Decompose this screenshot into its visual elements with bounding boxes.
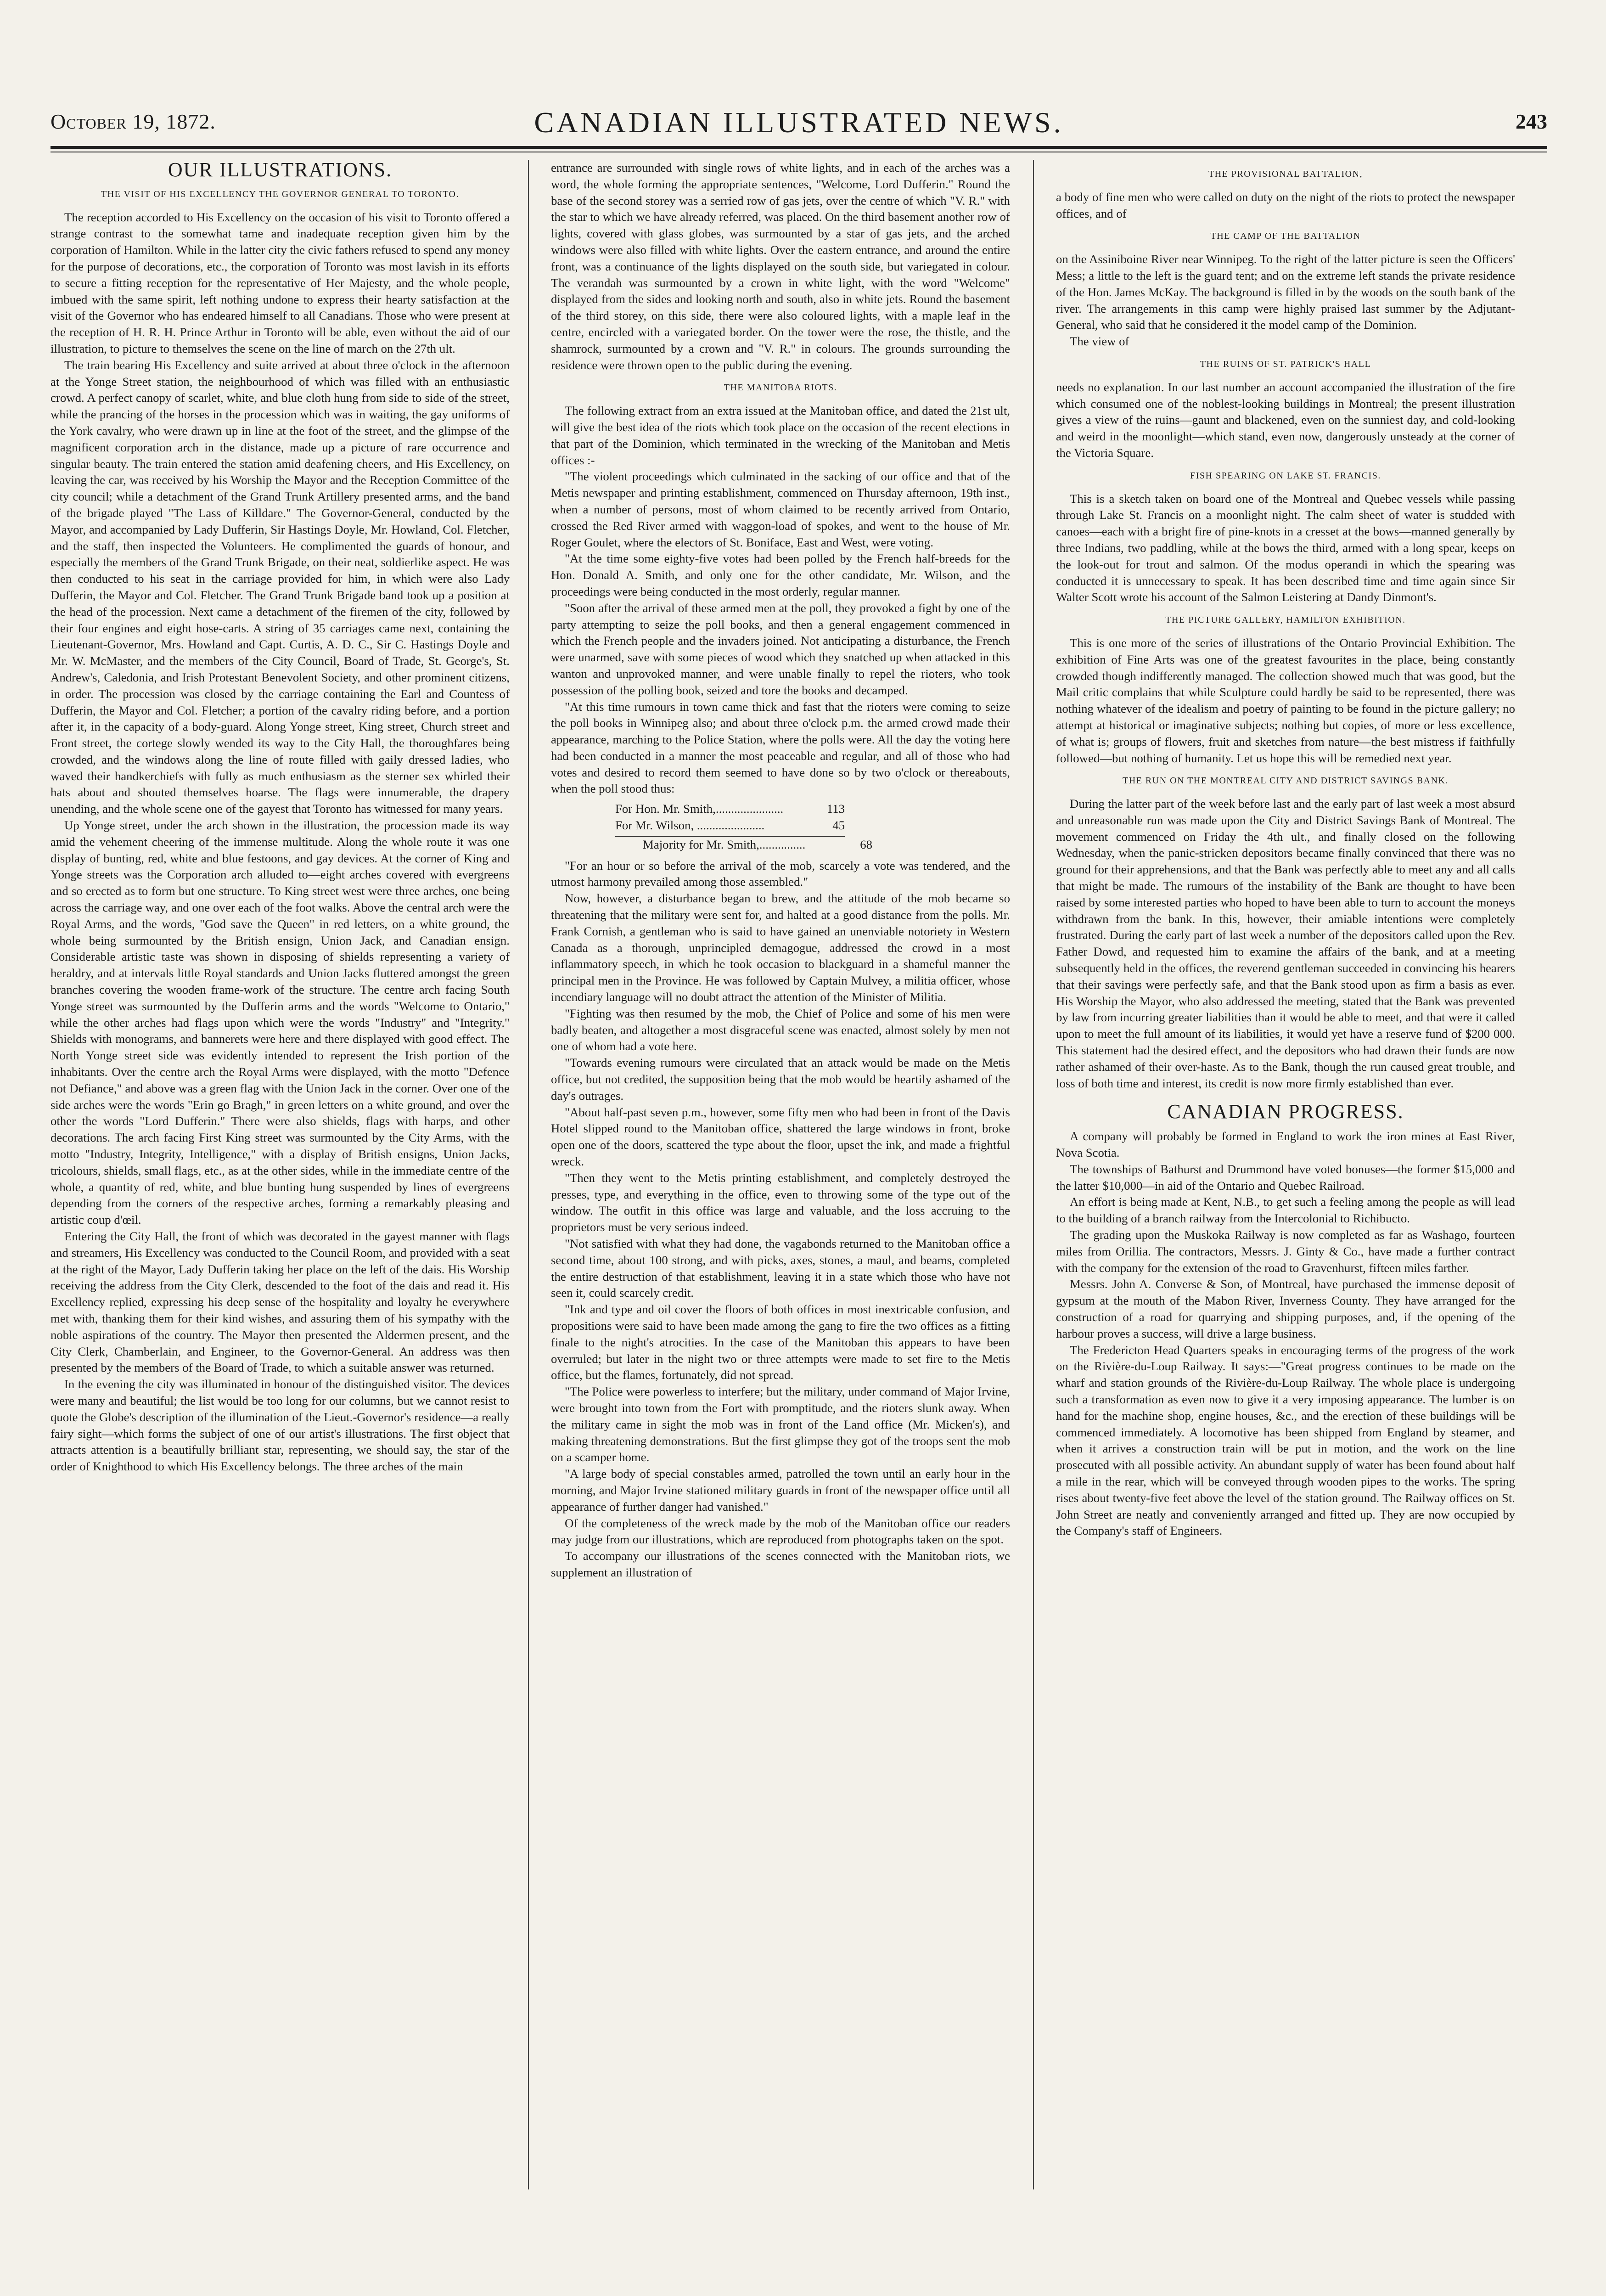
subheading-manitoba-riots: THE MANITOBA RIOTS. (724, 383, 837, 393)
paragraph: Of the completeness of the wreck made by the mob of the Manitoban office our readers may judge from our illustrations, which are reproduced from photographs taken on the spot. (551, 1516, 1010, 1547)
issue-date: October 19, 1872. (51, 110, 216, 133)
paragraph: "Then they went to the Metis printing establishment, and completely destroyed the presses, type, and everything in the office, even to throwing some of the type out of the window. The outfit in this office was large and valuable, and the loss accruing to the proprietors must be very serious indeed. (551, 1171, 1010, 1234)
paragraph: A company will probably be formed in England to work the iron mines at East River, Nova Scotia. (1056, 1129, 1515, 1160)
section-title-canadian-progress: CANADIAN PROGRESS. (1167, 1100, 1404, 1123)
subheading-st-patricks-hall: THE RUINS OF ST. PATRICK'S HALL (1200, 359, 1371, 369)
subheading-picture-gallery: THE PICTURE GALLERY, HAMILTON EXHIBITION. (1165, 615, 1406, 625)
vote-label: For Hon. Mr. Smith,...................... (615, 802, 784, 816)
majority-count: 68 (860, 837, 872, 851)
paragraph: The grading upon the Muskoka Railway is now completed as far as Washago, fourteen miles from Orillia. The contractors, Messrs. J. Ginty & Co., have made a further contract with the company for the extension of the road to Gravenhurst, fifteen miles farther. (1056, 1228, 1515, 1275)
paragraph: "About half-past seven p.m., however, some fifty men who had been in front of the Davis Hotel slipped round to the Manitoban office, shattered the large windows in front, broke open one of the doors, scattered the type about the floor, upset the ink, and made a frightful wreck. (551, 1105, 1010, 1169)
paragraph: In the evening the city was illuminated in honour of the distinguished visitor. The devices were many and beautiful; the list would be too long for our columns, but we cannot resist to quote the Globe's description of the illumination of the Lieut.-Governor's residence—a really fairy sight—which forms the subject of one of our artist's illustrations. The first object that attracts attention is a beautifully brilliant star, representing, we should say, the star of the order of Knighthood to which His Excellency belongs. The three arches of the main (51, 1377, 510, 1474)
section-title-our-illustrations: OUR ILLUSTRATIONS. (168, 160, 393, 181)
column-divider (1033, 160, 1034, 2189)
vote-count: 45 (832, 818, 845, 833)
paragraph: "Ink and type and oil cover the floors of both offices in most inextricable confusion, and propositions were said to have been made among the gang to fire the two offices as a fitting finale to the night's atrocities. In the case of the Manitoban this appears to have been overruled; but later in the night two or three attempts were made to set fire to the Metis office, but the flames, fortunately, did not spread. (551, 1302, 1010, 1382)
paragraph: To accompany our illustrations of the scenes connected with the Manitoban riots, we supplement an illustration of (551, 1549, 1010, 1579)
majority-label: Majority for Mr. Smith,............... (643, 837, 806, 851)
paragraph: "At this time rumours in town came thick and fast that the rioters were coming to seize the poll books in Winnipeg also; and about three o'clock p.m. the armed crowd made their appearance, marching to the Police Station, where the polls were. All the day the voting here had been conducted in a manner the most peaceable and regular, and all of those who had votes and desired to record them seemed to have done so by two o'clock or thereabouts, when the poll stood thus: (551, 699, 1010, 796)
paragraph: The townships of Bathurst and Drummond have voted bonuses—the former $15,000 and the latter $10,000—in aid of the Ontario and Quebec Railroad. (1056, 1162, 1515, 1193)
subheading-fish-spearing: FISH SPEARING ON LAKE ST. FRANCIS. (1190, 470, 1381, 481)
paragraph: "For an hour or so before the arrival of the mob, scarcely a vote was tendered, and the utmost harmony prevailed among those assembled." (551, 858, 1010, 889)
column-1 (51, 160, 510, 2272)
paragraph: During the latter part of the week before last and the early part of last week a most absurd and unreasonable run was made upon the City and District Savings Bank of Montreal. The movement commenced on Friday the 4th ult., and finally closed on the following Wednesday, when the panic-stricken depositors became finally convinced that there was no ground for their apprehensions, and that the Bank was perfectly able to meet any and all calls that might be made. The rumours of the instability of the Bank are thought to have been raised by some interested parties who hoped to have been able to turn to account the moneys withdrawn from the bank. In this, however, their amiable intentions were completely frustrated. During the early part of last week a number of the depositors called upon the Rev. Father Dowd, and requested him to examine the affairs of the bank, and at a meeting subsequently held in the offices, the reverend gentleman succeeded in convincing his hearers that their savings were perfectly safe, and that the Bank stood upon as firm a basis as ever. His Worship the Mayor, who also addressed the meeting, stated that the Bank was prevented by law from incurring greater liabilities than it would be able to meet, and that were it called upon to meet the full amount of its liabilities, it would yet have a reserve fund of $200 000. This statement had the desired effect, and the depositors who had drawn their funds are now rather ashamed of their over-haste. As to the Bank, though the run caused great trouble, and loss of both time and interest, its credit is now more firmly established than ever. (1056, 797, 1515, 1090)
poll-results (615, 801, 1010, 853)
page-number: 243 (1516, 110, 1547, 133)
paragraph: The following extract from an extra issued at the Manitoban office, and dated the 21st ult, will give the best idea of the riots which took place on the occasion of the recent elections in that part of the Dominion, which terminated in the wrecking of the Manitoban and Metis offices :- (551, 404, 1010, 467)
vote-label: For Mr. Wilson, ...................... (615, 818, 765, 833)
masthead-rule (51, 146, 1547, 149)
masthead (51, 106, 1547, 147)
subheading-provisional-battalion: THE PROVISIONAL BATTALION, (1208, 169, 1363, 179)
paragraph: The view of (1070, 334, 1129, 349)
subheading-governor-visit: THE VISIT OF HIS EXCELLENCY THE GOVERNOR GENERAL TO TORONTO. (101, 189, 459, 199)
paragraph: "The Police were powerless to interfere; but the military, under command of Major Irvine, were brought into town from the Fort with promptitude, and the rioters slunk away. When the military came in sight the mob was in front of the Land office (Mr. Micken's), and making threatening demonstrations. But the first glimpse they got of the troops sent the mob on a scamper home. (551, 1384, 1010, 1464)
paragraph: "Towards evening rumours were circulated that an attack would be made on the Metis office, but not credited, the supposition being that the mob would be heartily ashamed of the day's outrages. (551, 1056, 1010, 1103)
paragraph: needs no explanation. In our last number an account accompanied the illustration of the fire which consumed one of the noblest-looking buildings in Montreal; the present illustration gives a view of the ruins—gaunt and blackened, even on the sunniest day, and cold-looking and weird in the moonlight—which stand, even now, dangerously unsteady at the corner of the Victoria Square. (1056, 380, 1515, 460)
column-2 (551, 160, 1010, 2272)
paragraph: Messrs. John A. Converse & Son, of Montreal, have purchased the immense deposit of gypsum at the mouth of the Mabon River, Inverness County. They have arranged for the construction of a road for quarrying and shipping purposes, and, if the opening of the harbour proves a success, will drive a large business. (1056, 1277, 1515, 1340)
column-divider (528, 160, 529, 2189)
paragraph: This is a sketch taken on board one of the Montreal and Quebec vessels while passing through Lake St. Francis on a moonlight night. The calm sheet of water is studded with canoes—each with a bright fire of pine-knots in a cresset at the bows—manned generally by three Indians, two paddling, while at the bows the third, armed with a long spear, keeps on the look-out for trout and salmon. Of the modus operandi in which the spearing was conducted it is unnecessary to speak. It has been described time and time again since Sir Walter Scott wrote his account of the Salmon Leistering at Dandy Dinmont's. (1056, 491, 1515, 604)
paragraph: The reception accorded to His Excellency on the occasion of his visit to Toronto offered a strange contrast to the somewhat tame and inadequate reception given him by the corporation of Hamilton. While in the latter city the civic fathers refused to spend any money for the purpose of decorations, etc., the corporation of Toronto was most lavish in its efforts to secure a fitting reception for the representative of Her Majesty, and the whole people, imbued with the same spirit, left nothing undone to express their hearty satisfaction at the visit of the Governor who has endeared himself to all Canadians. Those who were present at the reception of H. R. H. Prince Arthur in Toronto will be able, even without the aid of our illustration, to picture to themselves the scene on the line of march on the 27th ult. (51, 210, 510, 355)
paragraph: This is one more of the series of illustrations of the Ontario Provincial Exhibition. The exhibition of Fine Arts was one of the greatest favourites in the place, being constantly crowded though indifferently managed. The collection showed much that was good, but the Mail critic complains that while Sculpture could hardly be said to be represented, there was nothing whatever of the idealism and poetry of painting to be found in the picture gallery; no attempt at historical or imaginative subjects; nothing but copies, of more or less excellence, of what is; groups of flowers, fruit and sketches from nature—the best mistress if faithfully followed—but nothing of humanity. Let us hope this will be remedied next year. (1056, 636, 1515, 765)
subheading-savings-bank-run: THE RUN ON THE MONTREAL CITY AND DISTRICT SAVINGS BANK. (1123, 776, 1449, 786)
column-3 (1056, 160, 1515, 2272)
paragraph: Now, however, a disturbance began to brew, and the attitude of the mob became so threatening that the military were sent for, and halted at a good distance from the polls. Mr. Frank Cornish, a gentleman who is said to have gained an unenviable notoriety in Western Canada as a thorough, unprincipled demagogue, addressed the crowd in a most inflammatory speech, in which he took occasion to blackguard in a shameful manner the principal men in the Province. He was followed by Captain Mulvey, a militia officer, whose incendiary language will no doubt attract the attention of the Minister of Militia. (551, 891, 1010, 1004)
paragraph: Entering the City Hall, the front of which was decorated in the gayest manner with flags and streamers, His Excellency was conducted to the Council Room, and provided with a seat at the right of the Mayor, Lady Dufferin taking her place on the left of the dais. His Worship receiving the address from the City Clerk, descended to the foot of the dais and read it. His Excellency replied, expressing his deep sense of the hospitality and loyalty he everywhere met with, thanking them for their kind wishes, and assuring them of his sympathy with the noble aspirations of the country. The Mayor then presented the Aldermen present, and the City Clerk, Chamberlain, and Engineer, to the Governor-General. An address was then presented by the members of the Board of Trade, to which a suitable answer was returned. (51, 1229, 510, 1375)
paragraph: entrance are surrounded with single rows of white lights, and in each of the arches was a word, the whole forming the appropriate sentences, "Welcome, Lord Dufferin." Round the base of the second storey was a serried row of gas jets, over the centre of which "V. R." with the star to which we have already referred, was placed. On the third basement another row of lights, covered with glass globes, was surmounted by a star of gas jets, and the arched windows were also filled with white lights. Over the eastern entrance, and around the entire front, was a continuance of the lights displayed on the south side, but variegated in colour. The verandah was surmounted by a crown in white light, with the word "Welcome" displayed from the sides and looking north and south, also in white jets. Round the basement of the third storey, on this side, there were also coloured lights, with a maple leaf in the centre, encircled with a variegated border. On the tower were the rose, the thistle, and the shamrock, surmounted by a crown and "V. R." in colours. The grounds surrounding the residence were thrown open to the public during the evening. (551, 161, 1010, 372)
paragraph: on the Assiniboine River near Winnipeg. To the right of the latter picture is seen the Officers' Mess; a little to the left is the guard tent; and on the extreme left stands the private residence of the Hon. James McKay. The background is filled in by the woods on the south bank of the river. The arrangements in this camp were highly praised last summer by the Adjutant-General, who said that he considered it the model camp of the Dominion. (1056, 252, 1515, 332)
paragraph: "Not satisfied with what they had done, the vagabonds returned to the Manitoban office a second time, about 100 strong, and with picks, axes, stones, a maul, and beams, completed the entire destruction of that establishment, leaving it in a state which those who have not seen it, could scarcely credit. (551, 1237, 1010, 1300)
paragraph: "Fighting was then resumed by the mob, the Chief of Police and some of his men were badly beaten, and altogether a most disgraceful scene was enacted, almost solely by men not one of whom had a vote here. (551, 1006, 1010, 1053)
paragraph: "A large body of special constables armed, patrolled the town until an early hour in the morning, and Major Irvine stationed military guards in front of the newspaper office until all appearance of further danger had vanished." (551, 1467, 1010, 1514)
vote-count: 113 (826, 802, 845, 816)
paragraph: Up Yonge street, under the arch shown in the illustration, the procession made its way amid the vehement cheering of the immense multitude. Along the whole route it was one display of bunting, red, white and blue festoons, and gay devices. At the corner of King and Yonge streets was the Corporation arch alluded to—eight arches covered with evergreens and so erected as to form but one structure. To King street west were three arches, one being across the carriage way, and one over each of the foot walks. Above the central arch were the Royal Arms, and the words, "God save the Queen" in red letters, on a white ground, the whole being surmounted by the British ensign, Union Jack, and Canadian ensign. Considerable artistic taste was shown in disposing of shields representing a variety of heraldry, and at intervals little Royal standards and Union Jacks fluttered amongst the green branches covering the wooden frame-work of the structure. The centre arch facing South Yonge street was surmounted by the Dufferin arms and the words "Welcome to Ontario," while the other arches had flags upon which were the words "Industry" and "Integrity." Shields with monograms, and bannerets were here and there displayed with good effect. The North Yonge street side was evidently intended to represent the Irish portion of the inhabitants. Over the centre arch the Royal Arms were displayed, with the motto "Defence not Defiance," and above was a green flag with the Union Jack in the corner. Over one of the side arches were the words "Erin go Bragh," in green letters on a white ground, and over the other the words "Lord Dufferin." There were also shields, flags with harps, and other decorations. The arch facing First King street was surmounted by the City Arms, with the motto "Industry, Integrity, Intelligence," with a display of British ensigns, Union Jacks, tricolours, shields, small flags, etc., as at the other sides, while in the immediate centre of the whole, a quantity of red, white, and blue bunting hung suspended by lines of evergreens depending from the corners of the respective arches, forming a remarkably pleasing and artistic coup d'œil. (51, 818, 510, 1227)
subheading-battalion-camp: THE CAMP OF THE BATTALION (1210, 231, 1361, 242)
paragraph: The Fredericton Head Quarters speaks in encouraging terms of the progress of the work on the Rivière-du-Loup Railway. It says:—"Great progress continues to be made on the wharf and station grounds of the Rivière-du-Loup Railway. The whole place is undergoing such a transformation as even now to give it a very imposing appearance. The lumber is on hand for the machine shop, engine houses, &c., and the erection of these buildings will be commenced immediately. A locomotive has been shipped from England by steamer, and when it arrives a construction train will be put in motion, and the work on the line prosecuted with all possible activity. An abundant supply of water has been found about half a mile in the rear, which will be conveyed through wooden pipes to the works. The spring rises about twenty-five feet above the level of the station ground. The Railway offices on St. John Street are neatly and conveniently arranged and fitted up. They are now occupied by the Company's staff of Engineers. (1056, 1343, 1515, 1538)
newspaper-title: CANADIAN ILLUSTRATED NEWS. (534, 106, 1064, 139)
paragraph: "Soon after the arrival of these armed men at the poll, they provoked a fight by one of the party attempting to seize the poll books, and then a general engagement commenced in which the French people and the invaders joined. Not anticipating a disturbance, the French were unarmed, save with some pieces of wood which they snatched up when attacked in this wanton and unprovoked manner, and were unable finally to repel the rioters, who took possession of the polling book, seized and tore the books and decamped. (551, 601, 1010, 697)
paragraph: The train bearing His Excellency and suite arrived at about three o'clock in the afternoon at the Yonge Street station, the neighbourhood of which was filled with an enthusiastic crowd. A perfect canopy of scarlet, white, and blue cloth hung from side to side of the street, while the prancing of the horses in the procession which was in waiting, the gay uniforms of the York cavalry, who were drawn up in line at the foot of the street, and the glimpse of the magnificent corporation arch in the distance, made up a picture of rare occurrence and singular beauty. The train entered the station amid deafening cheers, and His Excellency, on leaving the car, was received by his Worship the Mayor and the Reception Committee of the city council; while a detachment of the Grand Trunk Artillery presented arms, and the band of the brigade played "The Lass of Killdare." The Governor-General, conducted by the Mayor, and accompanied by Lady Dufferin, Sir Hastings Doyle, Mr. Howland, Col. Fletcher, and the staff, then inspected the Volunteers. He complimented the guards of honour, and especially the members of the Grand Trunk Brigade, on their neat, soldierlike aspect. He was then conducted to his seat in the carriage provided for him, in which were also Lady Dufferin, the Mayor and Col. Fletcher. The Grand Trunk Brigade band took up a position at the head of the procession. Next came a detachment of the firemen of the city, followed by their four engines and eight hose-carts. A string of 35 carriages came next, containing the Lieutenant-Governor, Mrs. Howland and Capt. Curtis, A. D. C., Sir C. Hastings Doyle and Mr. W. McMaster, and the members of the City Council, Board of Trade, St. George's, St. Andrew's, Caledonia, and Irish Protestant Benevolent Society, and other prominent citizens, in order. The procession was closed by the carriage containing the Earl and Countess of Dufferin, the Mayor and Col. Fletcher; a portion of the cavalry riding before, and a portion after it, in the capacity of a body-guard. Along Yonge street, King street, Church street and Front street, the cortege slowly wended its way to the City Hall, the thoroughfares being crowded, and the windows along the line of route filled with gaily dressed ladies, who waved their handkerchiefs with fully as much enthusiasm as the sterner sex whirled their hats about and shouted themselves hoarse. The flags were innumerable, the drapery unending, and the whole scene one of the gayest that Toronto has witnessed for many years. (51, 358, 510, 816)
paragraph: An effort is being made at Kent, N.B., to get such a feeling among the people as will lead to the building of a branch railway from the Intercolonial to Richibucto. (1056, 1195, 1515, 1226)
paragraph: "At the time some eighty-five votes had been polled by the French half-breeds for the Hon. Donald A. Smith, and only one for the other candidate, Mr. Wilson, and the proceedings were being conducted in the most orderly, regular manner. (551, 551, 1010, 598)
paragraph: a body of fine men who were called on duty on the night of the riots to protect the newspaper offices, and of (1056, 190, 1515, 220)
paragraph: "The violent proceedings which culminated in the sacking of our office and that of the Metis newspaper and printing establishment, commenced on Thursday afternoon, 19th inst., when a number of persons, most of whom claimed to be recently arrived from Ontario, crossed the Red River armed with waggon-load of spokes, and went to the house of Mr. Roger Goulet, where the electors of St. Boniface, East and West, were voting. (551, 469, 1010, 549)
